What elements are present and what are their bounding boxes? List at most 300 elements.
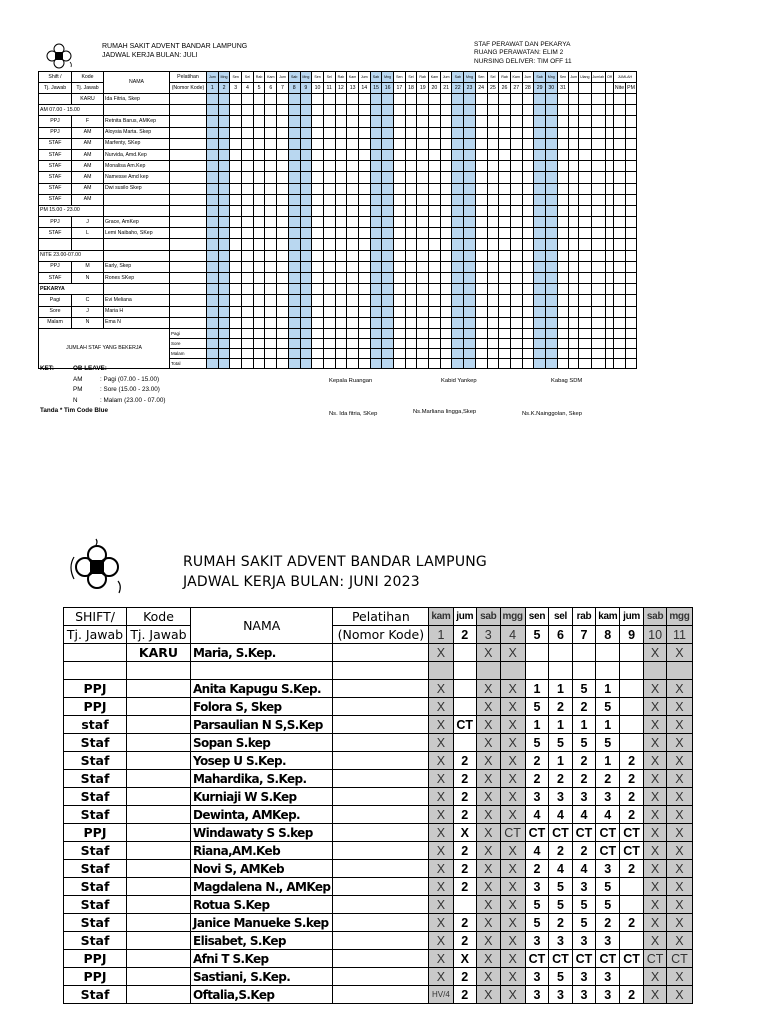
schedule-cell[interactable] <box>347 284 359 295</box>
schedule-cell[interactable] <box>557 261 569 272</box>
schedule-cell[interactable] <box>475 273 487 284</box>
schedule-cell[interactable] <box>253 105 265 116</box>
schedule-cell[interactable] <box>253 217 265 228</box>
schedule-cell[interactable] <box>370 183 382 194</box>
schedule-cell[interactable] <box>370 194 382 205</box>
schedule-cell[interactable] <box>347 250 359 261</box>
schedule-cell[interactable] <box>557 239 569 250</box>
schedule-cell[interactable]: X <box>477 896 501 914</box>
schedule-cell[interactable] <box>429 295 441 306</box>
schedule-cell[interactable] <box>265 94 277 105</box>
schedule-cell[interactable]: X <box>500 716 525 734</box>
schedule-cell[interactable] <box>429 239 441 250</box>
schedule-cell[interactable] <box>277 183 289 194</box>
schedule-cell[interactable] <box>453 662 477 680</box>
schedule-cell[interactable] <box>394 250 406 261</box>
schedule-cell[interactable] <box>487 94 499 105</box>
schedule-cell[interactable] <box>277 217 289 228</box>
schedule-cell[interactable] <box>382 127 394 138</box>
schedule-cell[interactable] <box>557 138 569 149</box>
schedule-cell[interactable] <box>487 194 499 205</box>
schedule-cell[interactable] <box>335 284 347 295</box>
schedule-cell[interactable] <box>499 127 511 138</box>
schedule-cell[interactable]: 4 <box>525 806 549 824</box>
schedule-cell[interactable] <box>265 317 277 328</box>
schedule-cell[interactable] <box>487 205 499 216</box>
schedule-cell[interactable] <box>230 306 242 317</box>
schedule-cell[interactable] <box>572 662 596 680</box>
schedule-cell[interactable]: 1 <box>549 716 573 734</box>
schedule-cell[interactable]: 3 <box>596 986 620 1004</box>
schedule-cell[interactable] <box>510 205 522 216</box>
schedule-cell[interactable] <box>620 932 644 950</box>
schedule-cell[interactable] <box>510 105 522 116</box>
schedule-cell[interactable] <box>534 295 546 306</box>
schedule-cell[interactable]: X <box>643 806 667 824</box>
schedule-cell[interactable]: CT <box>596 950 620 968</box>
schedule-cell[interactable] <box>557 284 569 295</box>
schedule-cell[interactable] <box>323 194 335 205</box>
schedule-cell[interactable]: X <box>667 770 692 788</box>
schedule-cell[interactable] <box>218 127 230 138</box>
schedule-cell[interactable] <box>440 194 452 205</box>
schedule-cell[interactable] <box>405 183 417 194</box>
schedule-cell[interactable] <box>417 183 429 194</box>
schedule-cell[interactable] <box>347 194 359 205</box>
schedule-cell[interactable]: 3 <box>525 986 549 1004</box>
schedule-cell[interactable] <box>440 116 452 127</box>
schedule-cell[interactable] <box>534 94 546 105</box>
schedule-cell[interactable] <box>557 250 569 261</box>
schedule-cell[interactable] <box>335 94 347 105</box>
schedule-cell[interactable]: X <box>500 842 525 860</box>
schedule-cell[interactable]: 2 <box>596 770 620 788</box>
schedule-cell[interactable] <box>452 105 464 116</box>
schedule-cell[interactable] <box>277 273 289 284</box>
schedule-cell[interactable] <box>358 273 370 284</box>
schedule-cell[interactable] <box>312 183 324 194</box>
schedule-cell[interactable] <box>452 127 464 138</box>
schedule-cell[interactable]: 5 <box>525 698 549 716</box>
schedule-cell[interactable]: CT <box>500 824 525 842</box>
schedule-cell[interactable] <box>370 306 382 317</box>
schedule-cell[interactable] <box>417 127 429 138</box>
schedule-cell[interactable] <box>452 250 464 261</box>
schedule-cell[interactable] <box>218 194 230 205</box>
schedule-cell[interactable]: 5 <box>572 680 596 698</box>
schedule-cell[interactable] <box>452 94 464 105</box>
schedule-cell[interactable]: 5 <box>596 878 620 896</box>
schedule-cell[interactable] <box>230 273 242 284</box>
schedule-cell[interactable]: X <box>429 698 453 716</box>
schedule-cell[interactable] <box>277 149 289 160</box>
schedule-cell[interactable] <box>557 127 569 138</box>
schedule-cell[interactable] <box>370 239 382 250</box>
schedule-cell[interactable]: 1 <box>549 752 573 770</box>
schedule-cell[interactable] <box>347 183 359 194</box>
schedule-cell[interactable]: CT <box>620 950 644 968</box>
schedule-cell[interactable] <box>440 94 452 105</box>
schedule-cell[interactable]: X <box>667 752 692 770</box>
schedule-cell[interactable]: X <box>477 914 501 932</box>
schedule-cell[interactable] <box>242 205 254 216</box>
schedule-cell[interactable] <box>288 273 300 284</box>
schedule-cell[interactable] <box>207 228 219 239</box>
schedule-cell[interactable]: X <box>477 770 501 788</box>
schedule-cell[interactable] <box>522 183 534 194</box>
schedule-cell[interactable]: X <box>477 968 501 986</box>
schedule-cell[interactable]: 3 <box>596 860 620 878</box>
schedule-cell[interactable] <box>557 172 569 183</box>
schedule-cell[interactable] <box>440 183 452 194</box>
schedule-cell[interactable]: X <box>667 716 692 734</box>
schedule-cell[interactable] <box>417 194 429 205</box>
schedule-cell[interactable] <box>464 295 476 306</box>
schedule-cell[interactable] <box>545 149 557 160</box>
schedule-cell[interactable] <box>557 228 569 239</box>
schedule-cell[interactable] <box>500 662 525 680</box>
schedule-cell[interactable] <box>288 138 300 149</box>
schedule-cell[interactable]: 4 <box>549 806 573 824</box>
schedule-cell[interactable] <box>534 273 546 284</box>
schedule-cell[interactable] <box>370 127 382 138</box>
schedule-cell[interactable] <box>230 138 242 149</box>
schedule-cell[interactable] <box>218 295 230 306</box>
schedule-cell[interactable] <box>253 172 265 183</box>
schedule-cell[interactable] <box>265 127 277 138</box>
schedule-cell[interactable] <box>405 138 417 149</box>
schedule-cell[interactable]: X <box>477 788 501 806</box>
schedule-cell[interactable] <box>382 183 394 194</box>
schedule-cell[interactable] <box>347 105 359 116</box>
schedule-cell[interactable] <box>312 172 324 183</box>
schedule-cell[interactable]: 2 <box>453 914 477 932</box>
schedule-cell[interactable] <box>557 295 569 306</box>
schedule-cell[interactable] <box>207 116 219 127</box>
schedule-cell[interactable] <box>335 172 347 183</box>
schedule-cell[interactable] <box>288 194 300 205</box>
schedule-cell[interactable]: X <box>667 644 692 662</box>
schedule-cell[interactable] <box>394 228 406 239</box>
schedule-cell[interactable] <box>230 250 242 261</box>
schedule-cell[interactable] <box>452 149 464 160</box>
schedule-cell[interactable] <box>358 284 370 295</box>
schedule-cell[interactable] <box>487 149 499 160</box>
schedule-cell[interactable]: 2 <box>620 914 644 932</box>
schedule-cell[interactable] <box>429 273 441 284</box>
schedule-cell[interactable] <box>207 273 219 284</box>
schedule-cell[interactable] <box>358 306 370 317</box>
schedule-cell[interactable] <box>323 172 335 183</box>
schedule-cell[interactable] <box>557 183 569 194</box>
schedule-cell[interactable]: X <box>643 698 667 716</box>
schedule-cell[interactable] <box>347 127 359 138</box>
schedule-cell[interactable] <box>534 317 546 328</box>
schedule-cell[interactable]: X <box>667 842 692 860</box>
schedule-cell[interactable] <box>335 116 347 127</box>
schedule-cell[interactable] <box>452 306 464 317</box>
schedule-cell[interactable] <box>452 138 464 149</box>
schedule-cell[interactable] <box>242 105 254 116</box>
schedule-cell[interactable] <box>499 161 511 172</box>
schedule-cell[interactable] <box>382 217 394 228</box>
schedule-cell[interactable]: 2 <box>453 932 477 950</box>
schedule-cell[interactable] <box>277 94 289 105</box>
schedule-cell[interactable] <box>405 161 417 172</box>
schedule-cell[interactable] <box>534 116 546 127</box>
schedule-cell[interactable] <box>620 968 644 986</box>
schedule-cell[interactable] <box>358 261 370 272</box>
schedule-cell[interactable]: 5 <box>549 734 573 752</box>
schedule-cell[interactable] <box>620 662 644 680</box>
schedule-cell[interactable] <box>242 183 254 194</box>
schedule-cell[interactable] <box>620 644 644 662</box>
schedule-cell[interactable] <box>347 149 359 160</box>
schedule-cell[interactable]: X <box>429 806 453 824</box>
schedule-cell[interactable] <box>242 250 254 261</box>
schedule-cell[interactable]: X <box>667 914 692 932</box>
schedule-cell[interactable] <box>370 116 382 127</box>
schedule-cell[interactable] <box>207 149 219 160</box>
schedule-cell[interactable] <box>382 194 394 205</box>
schedule-cell[interactable] <box>347 228 359 239</box>
schedule-cell[interactable] <box>522 295 534 306</box>
schedule-cell[interactable] <box>545 239 557 250</box>
schedule-cell[interactable]: X <box>500 860 525 878</box>
schedule-cell[interactable] <box>277 127 289 138</box>
schedule-cell[interactable]: 2 <box>549 842 573 860</box>
schedule-cell[interactable] <box>545 194 557 205</box>
schedule-cell[interactable] <box>429 116 441 127</box>
schedule-cell[interactable] <box>440 172 452 183</box>
schedule-cell[interactable] <box>525 644 549 662</box>
schedule-cell[interactable]: 5 <box>596 734 620 752</box>
schedule-cell[interactable]: HV/4 <box>429 986 453 1004</box>
schedule-cell[interactable] <box>218 273 230 284</box>
schedule-cell[interactable] <box>242 228 254 239</box>
schedule-cell[interactable] <box>218 317 230 328</box>
schedule-cell[interactable] <box>253 161 265 172</box>
schedule-cell[interactable] <box>335 183 347 194</box>
schedule-cell[interactable] <box>510 228 522 239</box>
schedule-cell[interactable] <box>312 217 324 228</box>
schedule-cell[interactable] <box>253 317 265 328</box>
schedule-cell[interactable] <box>464 228 476 239</box>
schedule-cell[interactable] <box>218 217 230 228</box>
schedule-cell[interactable]: X <box>429 932 453 950</box>
schedule-cell[interactable] <box>522 127 534 138</box>
schedule-cell[interactable] <box>300 194 312 205</box>
schedule-cell[interactable] <box>464 138 476 149</box>
schedule-cell[interactable]: 2 <box>453 968 477 986</box>
schedule-cell[interactable] <box>429 172 441 183</box>
schedule-cell[interactable]: X <box>429 950 453 968</box>
schedule-cell[interactable] <box>429 284 441 295</box>
schedule-cell[interactable] <box>452 273 464 284</box>
schedule-cell[interactable] <box>417 239 429 250</box>
schedule-cell[interactable] <box>394 261 406 272</box>
schedule-cell[interactable] <box>405 317 417 328</box>
schedule-cell[interactable]: 3 <box>596 788 620 806</box>
schedule-cell[interactable] <box>394 205 406 216</box>
schedule-cell[interactable] <box>522 116 534 127</box>
schedule-cell[interactable] <box>347 161 359 172</box>
schedule-cell[interactable] <box>394 161 406 172</box>
schedule-cell[interactable] <box>417 116 429 127</box>
schedule-cell[interactable] <box>452 116 464 127</box>
schedule-cell[interactable] <box>218 306 230 317</box>
schedule-cell[interactable] <box>230 127 242 138</box>
schedule-cell[interactable] <box>464 250 476 261</box>
schedule-cell[interactable] <box>230 261 242 272</box>
schedule-cell[interactable] <box>277 194 289 205</box>
schedule-cell[interactable] <box>452 239 464 250</box>
schedule-cell[interactable]: X <box>643 644 667 662</box>
schedule-cell[interactable] <box>522 239 534 250</box>
schedule-cell[interactable]: X <box>667 860 692 878</box>
schedule-cell[interactable] <box>394 105 406 116</box>
schedule-cell[interactable] <box>394 194 406 205</box>
schedule-cell[interactable]: 2 <box>453 842 477 860</box>
schedule-cell[interactable] <box>487 250 499 261</box>
schedule-cell[interactable] <box>242 217 254 228</box>
schedule-cell[interactable] <box>207 172 219 183</box>
schedule-cell[interactable] <box>620 896 644 914</box>
schedule-cell[interactable]: 3 <box>549 788 573 806</box>
schedule-cell[interactable] <box>464 239 476 250</box>
schedule-cell[interactable] <box>545 172 557 183</box>
schedule-cell[interactable] <box>288 105 300 116</box>
schedule-cell[interactable] <box>242 306 254 317</box>
schedule-cell[interactable] <box>300 295 312 306</box>
schedule-cell[interactable] <box>277 284 289 295</box>
schedule-cell[interactable] <box>382 205 394 216</box>
schedule-cell[interactable] <box>487 306 499 317</box>
schedule-cell[interactable]: X <box>667 878 692 896</box>
schedule-cell[interactable]: 5 <box>596 896 620 914</box>
schedule-cell[interactable] <box>394 295 406 306</box>
schedule-cell[interactable] <box>207 250 219 261</box>
schedule-cell[interactable] <box>323 183 335 194</box>
schedule-cell[interactable] <box>312 295 324 306</box>
schedule-cell[interactable] <box>277 239 289 250</box>
schedule-cell[interactable] <box>510 94 522 105</box>
schedule-cell[interactable] <box>312 239 324 250</box>
schedule-cell[interactable] <box>347 172 359 183</box>
schedule-cell[interactable] <box>429 261 441 272</box>
schedule-cell[interactable] <box>323 306 335 317</box>
schedule-cell[interactable] <box>487 172 499 183</box>
schedule-cell[interactable] <box>475 228 487 239</box>
schedule-cell[interactable] <box>230 194 242 205</box>
schedule-cell[interactable] <box>557 273 569 284</box>
schedule-cell[interactable] <box>394 127 406 138</box>
schedule-cell[interactable]: X <box>643 824 667 842</box>
schedule-cell[interactable] <box>207 183 219 194</box>
schedule-cell[interactable]: 5 <box>572 914 596 932</box>
schedule-cell[interactable] <box>475 217 487 228</box>
schedule-cell[interactable] <box>300 94 312 105</box>
schedule-cell[interactable] <box>475 261 487 272</box>
schedule-cell[interactable] <box>510 273 522 284</box>
schedule-cell[interactable]: X <box>500 878 525 896</box>
schedule-cell[interactable]: 2 <box>525 770 549 788</box>
schedule-cell[interactable] <box>499 317 511 328</box>
schedule-cell[interactable] <box>218 94 230 105</box>
schedule-cell[interactable]: 3 <box>572 878 596 896</box>
schedule-cell[interactable]: 3 <box>572 968 596 986</box>
schedule-cell[interactable] <box>370 94 382 105</box>
schedule-cell[interactable] <box>525 662 549 680</box>
schedule-cell[interactable]: 3 <box>572 986 596 1004</box>
schedule-cell[interactable] <box>230 161 242 172</box>
schedule-cell[interactable] <box>510 261 522 272</box>
schedule-cell[interactable]: X <box>500 968 525 986</box>
schedule-cell[interactable] <box>417 250 429 261</box>
schedule-cell[interactable] <box>417 172 429 183</box>
schedule-cell[interactable] <box>545 295 557 306</box>
schedule-cell[interactable] <box>510 284 522 295</box>
schedule-cell[interactable] <box>394 306 406 317</box>
schedule-cell[interactable] <box>464 172 476 183</box>
schedule-cell[interactable]: 5 <box>525 914 549 932</box>
schedule-cell[interactable] <box>429 217 441 228</box>
schedule-cell[interactable]: 2 <box>620 752 644 770</box>
schedule-cell[interactable] <box>265 284 277 295</box>
schedule-cell[interactable] <box>288 306 300 317</box>
schedule-cell[interactable] <box>323 138 335 149</box>
schedule-cell[interactable] <box>394 116 406 127</box>
schedule-cell[interactable]: X <box>643 932 667 950</box>
schedule-cell[interactable] <box>510 161 522 172</box>
schedule-cell[interactable] <box>487 284 499 295</box>
schedule-cell[interactable] <box>230 172 242 183</box>
schedule-cell[interactable]: X <box>429 878 453 896</box>
schedule-cell[interactable] <box>522 250 534 261</box>
schedule-cell[interactable]: X <box>477 878 501 896</box>
schedule-cell[interactable] <box>323 239 335 250</box>
schedule-cell[interactable] <box>253 138 265 149</box>
schedule-cell[interactable] <box>549 662 573 680</box>
schedule-cell[interactable] <box>218 183 230 194</box>
schedule-cell[interactable] <box>429 94 441 105</box>
schedule-cell[interactable] <box>218 138 230 149</box>
schedule-cell[interactable]: 2 <box>620 788 644 806</box>
schedule-cell[interactable] <box>510 194 522 205</box>
schedule-cell[interactable] <box>207 127 219 138</box>
schedule-cell[interactable] <box>277 138 289 149</box>
schedule-cell[interactable]: X <box>643 914 667 932</box>
schedule-cell[interactable] <box>429 105 441 116</box>
schedule-cell[interactable] <box>464 94 476 105</box>
schedule-cell[interactable]: X <box>667 698 692 716</box>
schedule-cell[interactable] <box>382 94 394 105</box>
schedule-cell[interactable] <box>323 105 335 116</box>
schedule-cell[interactable] <box>300 105 312 116</box>
schedule-cell[interactable] <box>499 295 511 306</box>
schedule-cell[interactable] <box>499 228 511 239</box>
schedule-cell[interactable] <box>394 183 406 194</box>
schedule-cell[interactable] <box>440 239 452 250</box>
schedule-cell[interactable] <box>370 295 382 306</box>
schedule-cell[interactable] <box>323 161 335 172</box>
schedule-cell[interactable] <box>300 172 312 183</box>
schedule-cell[interactable] <box>382 250 394 261</box>
schedule-cell[interactable] <box>253 116 265 127</box>
schedule-cell[interactable] <box>288 217 300 228</box>
schedule-cell[interactable] <box>452 261 464 272</box>
schedule-cell[interactable]: 2 <box>453 806 477 824</box>
